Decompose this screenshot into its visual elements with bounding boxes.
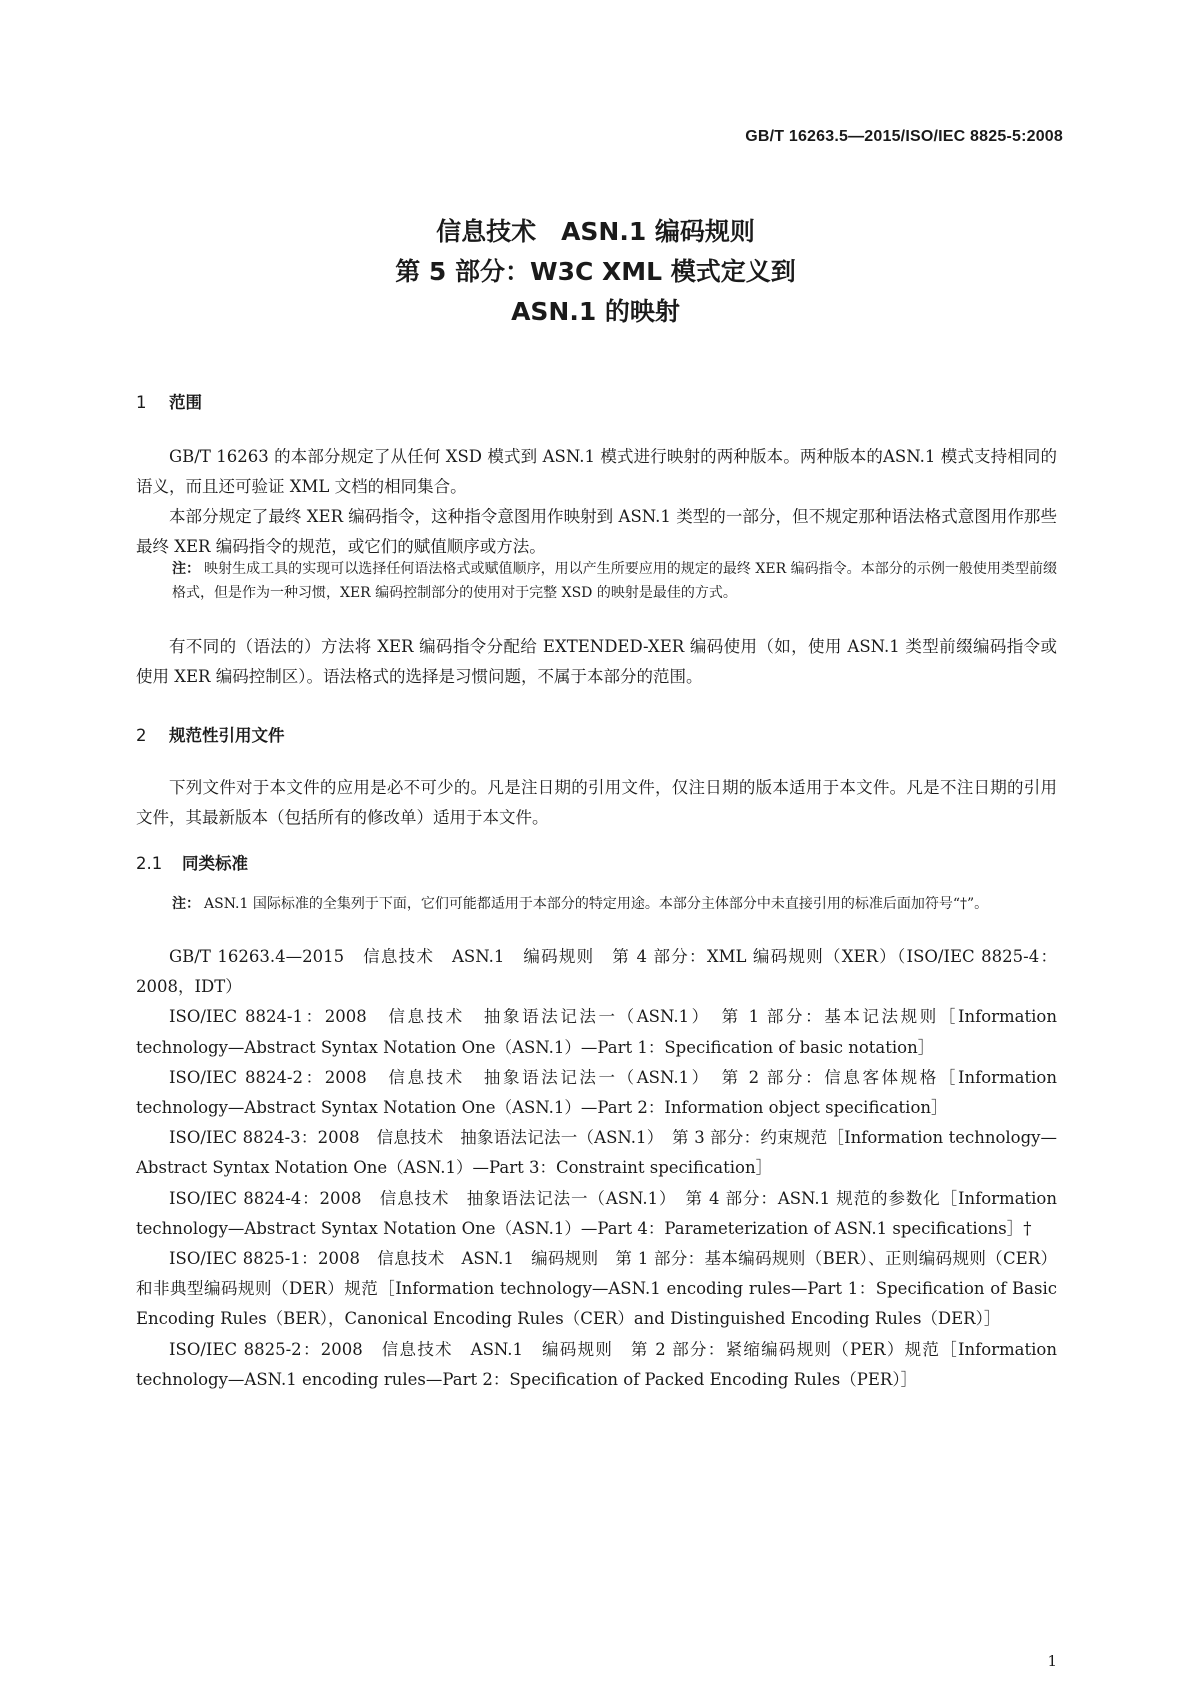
title-line-3: ASN.1 的映射	[511, 297, 680, 326]
reference-item: GB/T 16263.4—2015 信息技术 ASN.1 编码规则 第 4 部分：XML 编码规则（XER）（ISO/IEC 8825-4：2008，IDT）	[136, 947, 1057, 997]
note-text: ASN.1 国际标准的全集列于下面，它们可能都适用于本部分的特定用途。本部分主体部分中未直接引用的标准后面加符号“†”。	[204, 896, 989, 912]
section-1-note	[172, 557, 1057, 605]
section-2-body	[136, 773, 1057, 833]
note-text: 映射生成工具的实现可以选择任何语法格式或赋值顺序，用以产生所要应用的规定的最终 XER 编码指令。本部分的示例一般使用类型前缀格式，但是作为一种习惯，XER 编码控制部分的使用对于完整 XSD 的映射是最佳的方式。	[172, 561, 1058, 601]
section-2-para-1: 下列文件对于本文件的应用是必不可少的。凡是注日期的引用文件，仅注日期的版本适用于本文件。凡是不注日期的引用文件，其最新版本（包括所有的修改单）适用于本文件。	[136, 778, 1057, 827]
title-line-2: 第 5 部分：W3C XML 模式定义到	[395, 257, 796, 286]
note-label: 注：	[172, 896, 200, 912]
subsection-2-1-note	[172, 892, 1057, 916]
section-2-number: 2	[136, 726, 147, 745]
section-2-heading	[136, 722, 285, 746]
reference-item: ISO/IEC 8825-2：2008 信息技术 ASN.1 编码规则 第 2 部分：紧缩编码规则（PER）规范［Information technology—ASN.1 encoding rules—Part 2：Specification of Packed Encoding Rules（PER）］	[136, 1339, 1057, 1389]
subsection-2-1-heading	[136, 850, 248, 874]
section-1-body-2	[136, 632, 1057, 692]
section-1-title: 范围	[169, 393, 202, 412]
subsection-2-1-number: 2.1	[136, 854, 163, 873]
section-1-para-3: 有不同的（语法的）方法将 XER 编码指令分配给 EXTENDED-XER 编码使用（如，使用 ASN.1 类型前缀编码指令或使用 XER 编码控制区）。语法格式的选择是习惯问题，不属于本部分的范围。	[136, 637, 1057, 686]
section-1-heading	[136, 389, 202, 413]
section-1-number: 1	[136, 393, 147, 412]
standard-number: GB/T 16263.5—2015/ISO/IEC 8825-5:2008	[745, 128, 1063, 145]
reference-item: ISO/IEC 8824-2：2008 信息技术 抽象语法记法一（ASN.1） 第 2 部分：信息客体规格［Information technology—Abstract Syntax Notation One（ASN.1）—Part 2：Information object specification］	[136, 1067, 1057, 1118]
title-line-1: 信息技术 ASN.1 编码规则	[436, 217, 755, 246]
reference-item: ISO/IEC 8825-1：2008 信息技术 ASN.1 编码规则 第 1 部分：基本编码规则（BER）、正则编码规则（CER）和非典型编码规则（DER）规范［Information technology—ASN.1 encoding rules—Part 1：Specification of Basic Encoding Rules（BER），Canonical Encoding Rules（CER）and Distinguished Encoding Rules（DER）］	[136, 1249, 1057, 1329]
reference-item: ISO/IEC 8824-1：2008 信息技术 抽象语法记法一（ASN.1） 第 1 部分：基本记法规则［Information technology—Abstract Syntax Notation One（ASN.1）—Part 1：Specification of basic notation］	[136, 1007, 1057, 1057]
reference-item: ISO/IEC 8824-3：2008 信息技术 抽象语法记法一（ASN.1） 第 3 部分：约束规范［Information technology—Abstract Syntax Notation One（ASN.1）—Part 3：Constraint specification］	[136, 1128, 1057, 1178]
section-1-para-2: 本部分规定了最终 XER 编码指令，这种指令意图用作映射到 ASN.1 类型的一部分，但不规定那种语法格式意图用作那些最终 XER 编码指令的规范，或它们的赋值顺序或方法。	[136, 507, 1057, 556]
page-number: 1	[1047, 1652, 1057, 1670]
reference-list	[136, 942, 1057, 1395]
subsection-2-1-title: 同类标准	[182, 854, 248, 873]
reference-item: ISO/IEC 8824-4：2008 信息技术 抽象语法记法一（ASN.1） 第 4 部分：ASN.1 规范的参数化［Information technology—Abstract Syntax Notation One（ASN.1）—Part 4：Parameterization of ASN.1 specifications］†	[136, 1188, 1057, 1238]
section-2-title: 规范性引用文件	[169, 726, 285, 745]
section-1-body	[136, 442, 1057, 562]
note-label: 注：	[172, 561, 201, 577]
section-1-para-1: GB/T 16263 的本部分规定了从任何 XSD 模式到 ASN.1 模式进行映射的两种版本。两种版本的ASN.1 模式支持相同的语义，而且还可验证 XML 文档的相同集合。	[136, 447, 1057, 496]
